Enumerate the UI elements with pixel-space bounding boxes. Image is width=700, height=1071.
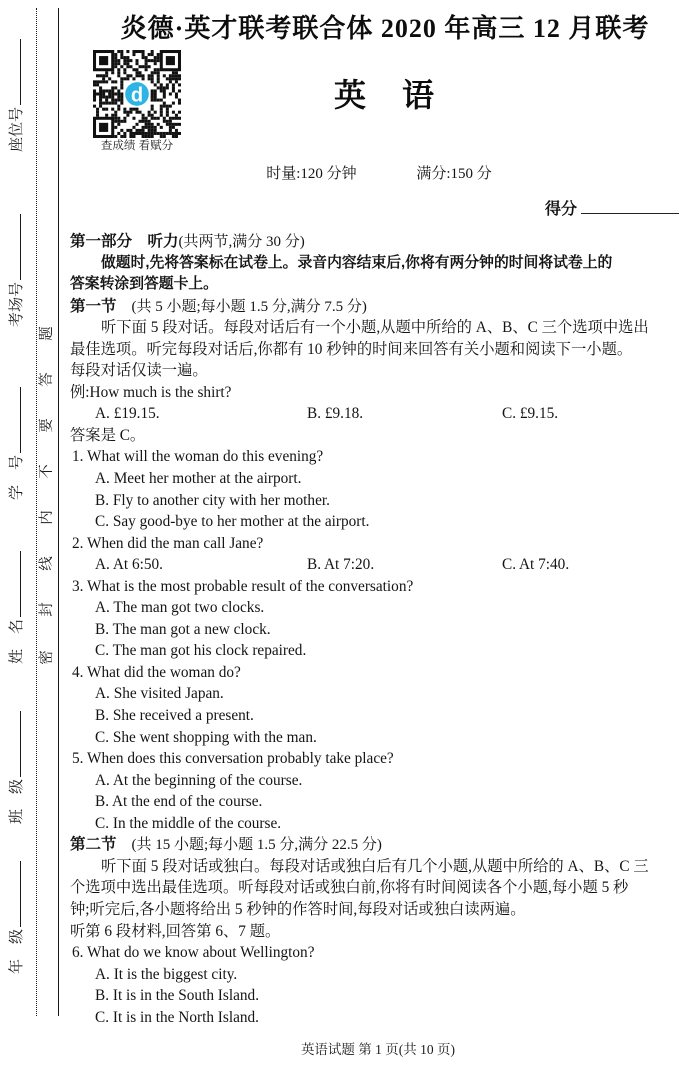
question-line: 2. When did the man call Jane? — [72, 534, 264, 552]
seal-char: 内 — [39, 510, 55, 525]
option-row — [70, 403, 690, 425]
question-line: 4. What did the woman do? — [72, 663, 241, 681]
option-b: B. At 7:20. — [307, 556, 375, 574]
option-line: B. The man got a new clock. — [95, 620, 271, 638]
duration-text: 时量:120 分钟 — [266, 166, 357, 182]
field-label: 座位号 — [9, 106, 25, 152]
seal-char: 封 — [39, 602, 55, 617]
option-line: C. She went shopping with the man. — [95, 728, 317, 746]
paragraph-line: 答案转涂到答题卡上。 — [70, 276, 218, 293]
section-heading — [70, 231, 690, 253]
score-label: 得分 — [545, 201, 578, 218]
option-line: B. She received a present. — [95, 707, 254, 725]
question-line: 5. When does this conversation probably take place? — [72, 750, 394, 768]
field-blank-line — [7, 214, 21, 280]
option-line: B. Fly to another city with her mother. — [95, 491, 330, 509]
option-line: B. It is in the South Island. — [95, 987, 260, 1005]
seal-dotted-line — [36, 8, 37, 1016]
paragraph-line: 个选项中选出最佳选项。听每段对话或独白前,你将有时间阅读各个小题,每小题 5 秒 — [70, 879, 629, 897]
option-line: C. Say good-bye to her mother at the airport. — [95, 513, 370, 531]
exam-title: 炎德·英才联考联合体 2020 年高三 12 月联考 — [120, 14, 650, 43]
qr-caption: 查成绩 看赋分 — [100, 140, 174, 152]
paragraph-line: 做题时,先将答案标在试卷上。录音内容结束后,你将有两分钟的时间将试卷上的 — [101, 254, 613, 271]
field-blank-line — [7, 711, 21, 777]
question-line: 6. What do we know about Wellington? — [72, 944, 315, 962]
option-line: C. The man got his clock repaired. — [95, 642, 307, 660]
question-line: 1. What will the woman do this evening? — [72, 448, 324, 466]
student-info-field — [7, 39, 27, 152]
field-blank-line — [7, 387, 21, 453]
option-line: A. She visited Japan. — [95, 685, 224, 703]
field-label: 姓 名 — [9, 618, 25, 664]
paragraph-line: 最佳选项。听完每段对话后,你都有 10 秒钟的时间来回答有关小题和阅读下一小题。 — [70, 340, 633, 358]
option-line: B. At the end of the course. — [95, 793, 263, 811]
exam-meta-row — [70, 162, 688, 183]
paragraph-line: 答案是 C。 — [70, 426, 146, 444]
section-heading — [70, 296, 690, 318]
paragraph-line: 听下面 5 段对话。每段对话后有一个小题,从题中所给的 A、B、C 三个选项中选出 — [101, 319, 649, 337]
option-line: A. The man got two clocks. — [95, 599, 265, 617]
option-line: A. At the beginning of the course. — [95, 771, 303, 789]
option-line: A. It is the biggest city. — [95, 965, 238, 983]
paragraph-line: 听下面 5 段对话或独白。每段对话或独白后有几个小题,从题中所给的 A、B、C 三 — [101, 857, 649, 875]
student-info-field — [7, 861, 27, 974]
section-heading — [70, 834, 690, 856]
student-info-field — [7, 214, 27, 327]
page-footer: 英语试题 第 1 页(共 10 页) — [300, 1042, 456, 1057]
subject-title: 英 语 — [333, 77, 436, 113]
section-score-note: (共两节,满分 30 分) — [178, 234, 305, 250]
student-info-field — [7, 387, 27, 500]
option-c: C. £9.15. — [502, 405, 559, 423]
field-label: 年 级 — [9, 928, 25, 974]
student-info-field — [7, 551, 27, 664]
field-blank-line — [7, 39, 21, 105]
field-blank-line — [7, 551, 21, 617]
seal-char: 答 — [39, 372, 55, 387]
paragraph-line: 每段对话仅读一遍。 — [70, 362, 208, 380]
field-blank-line — [7, 861, 21, 927]
section-title: 第二节 — [70, 836, 117, 854]
full-score-text: 满分:150 分 — [416, 166, 492, 182]
svg-text:d: d — [130, 84, 144, 107]
seal-char: 线 — [39, 556, 55, 571]
option-a: A. £19.15. — [95, 405, 160, 423]
field-label: 考场号 — [9, 281, 25, 327]
option-line: C. It is in the North Island. — [95, 1008, 260, 1026]
student-info-field — [7, 711, 27, 824]
seal-char: 要 — [39, 418, 55, 433]
paragraph-line: 钟;听完后,各小题将给出 5 秒钟的作答时间,每段对话或独白读两遍。 — [70, 900, 526, 918]
section-title: 第一节 — [70, 297, 117, 315]
section-title: 第一部分 听力 — [70, 233, 179, 250]
seal-char: 密 — [39, 650, 55, 665]
option-line: A. Meet her mother at the airport. — [95, 470, 302, 488]
score-blank-line — [581, 199, 679, 214]
paragraph-line: 听第 6 段材料,回答第 6、7 题。 — [70, 922, 281, 940]
option-line: C. In the middle of the course. — [95, 814, 282, 832]
seal-char: 题 — [39, 326, 55, 341]
exam-body — [70, 231, 690, 1028]
option-b: B. £9.18. — [307, 405, 364, 423]
seal-solid-line — [58, 8, 59, 1016]
seal-char: 不 — [39, 464, 55, 479]
score-row — [545, 196, 679, 219]
section-score-note: (共 15 小题;每小题 1.5 分,满分 22.5 分) — [116, 837, 382, 854]
field-label: 班 级 — [9, 778, 25, 824]
option-row — [70, 554, 690, 576]
option-c: C. At 7:40. — [502, 556, 570, 574]
section-score-note: (共 5 小题;每小题 1.5 分,满分 7.5 分) — [116, 298, 367, 315]
option-a: A. At 6:50. — [95, 556, 163, 574]
paragraph-line: 例:How much is the shirt? — [70, 383, 232, 401]
question-line: 3. What is the most probable result of the conversation? — [72, 577, 414, 595]
field-label: 学 号 — [9, 454, 25, 500]
